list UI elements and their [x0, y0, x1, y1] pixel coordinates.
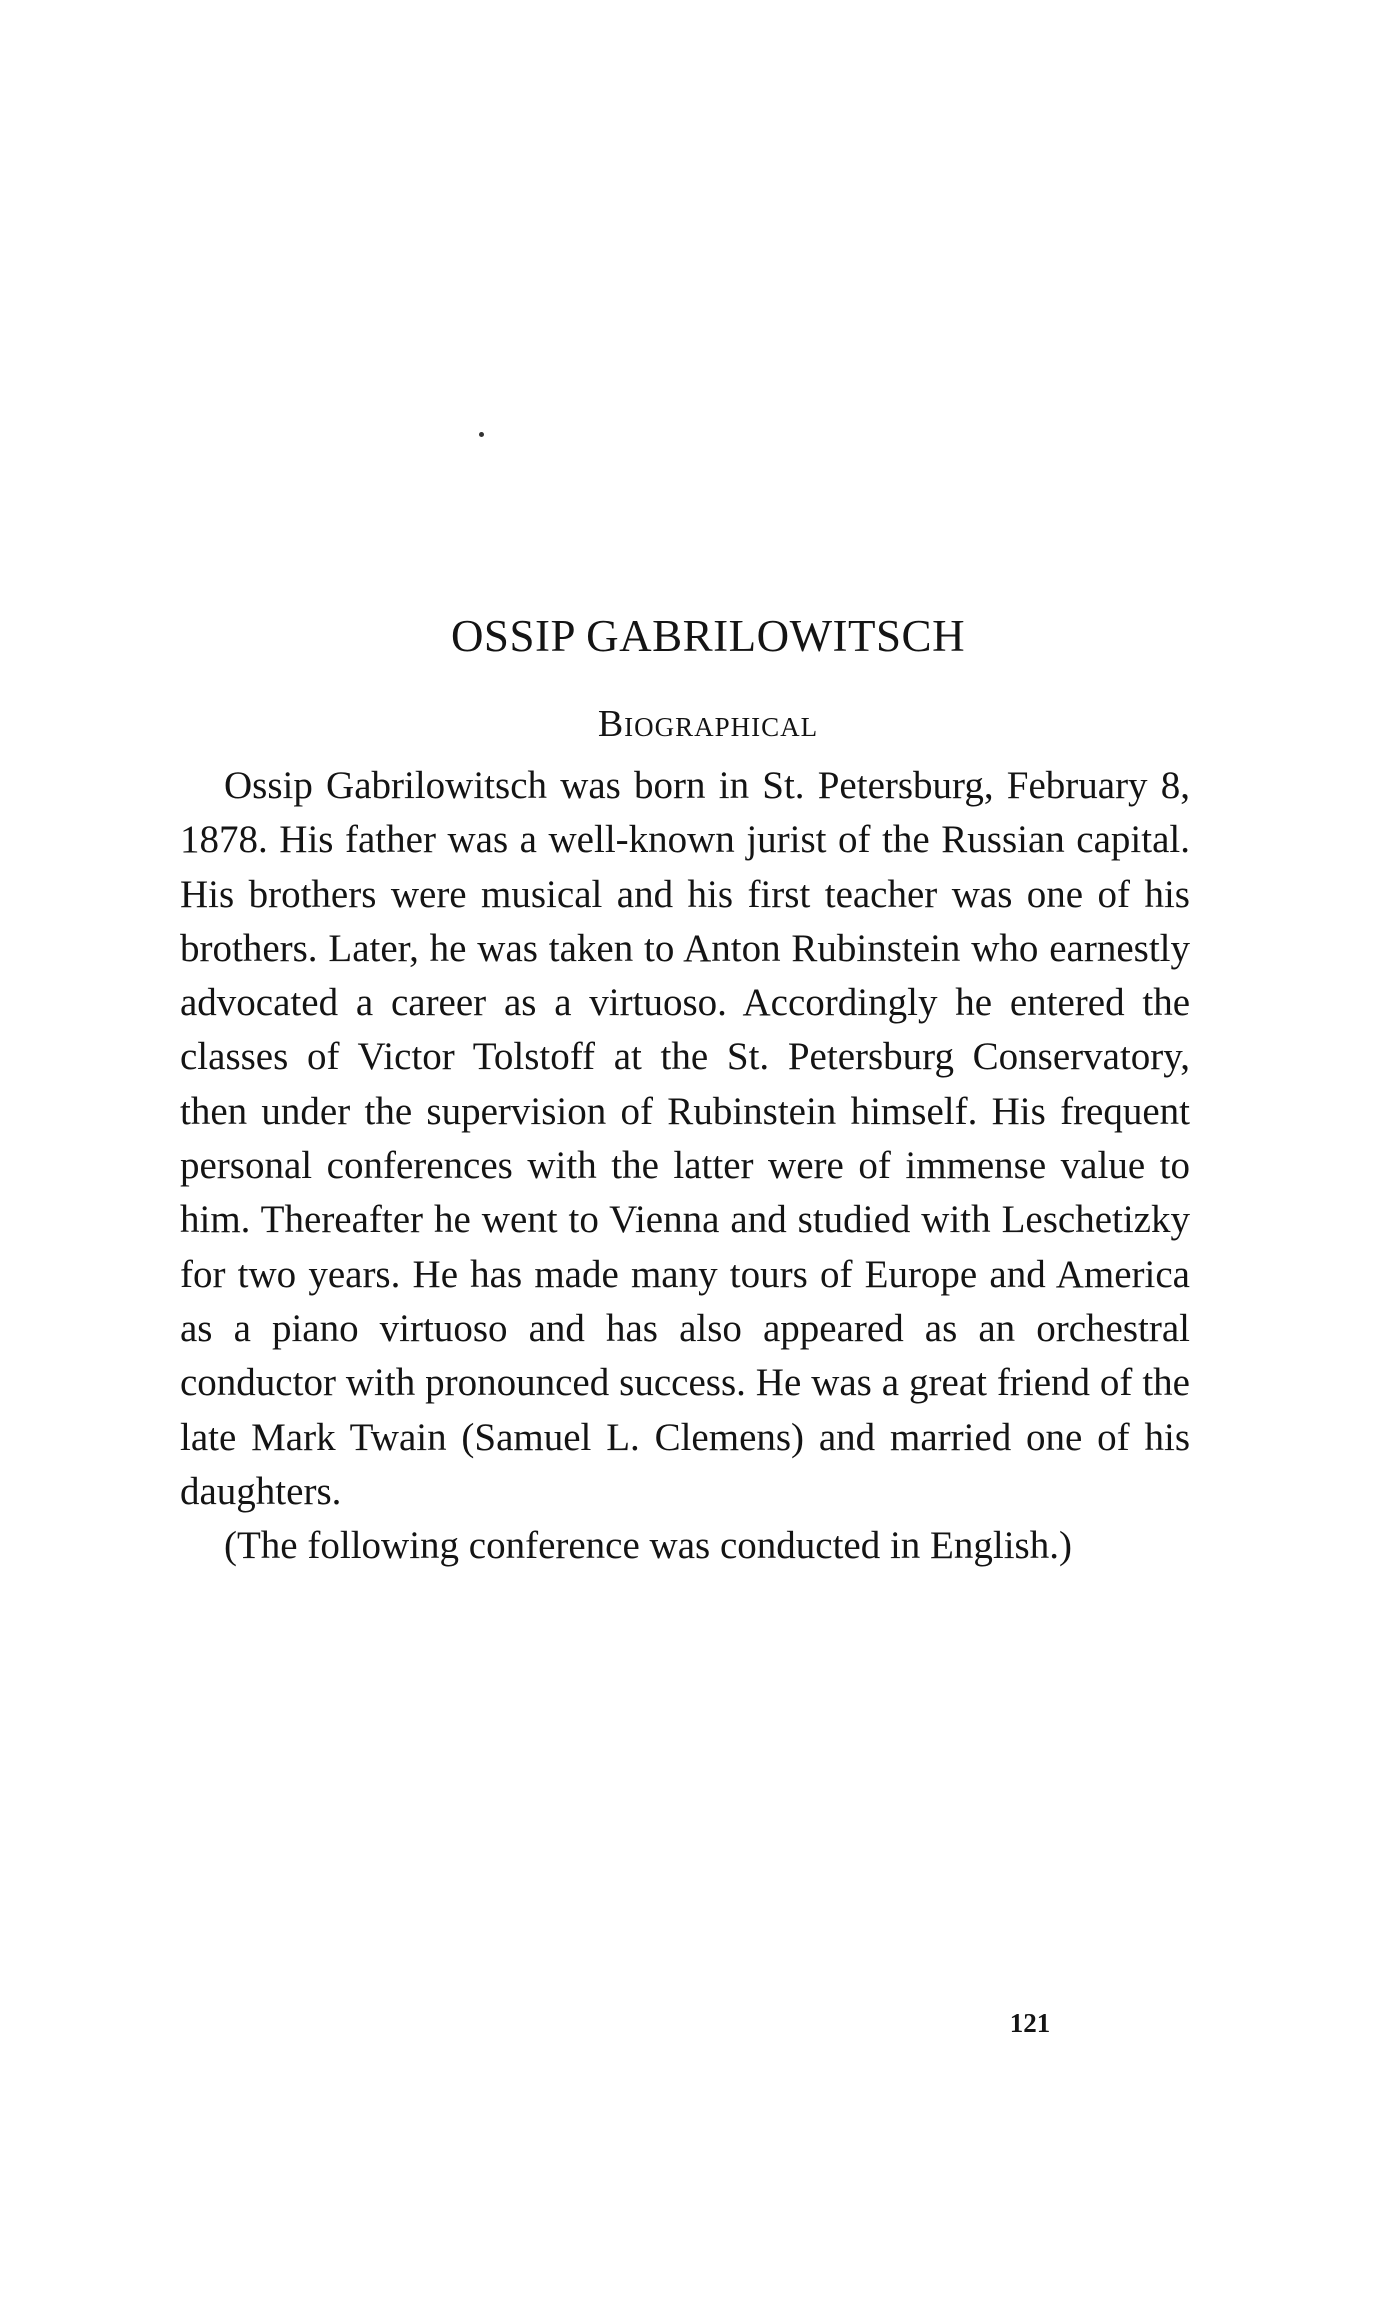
- chapter-title: OSSIP GABRILOWITSCH: [450, 611, 966, 661]
- ink-speck: [479, 432, 484, 437]
- body-text: [180, 759, 1190, 1573]
- section-subtitle: Biographical: [597, 703, 819, 745]
- page-number: 121: [1009, 2008, 1051, 2038]
- biography-paragraph: Ossip Gabrilowitsch was born in St. Petersburg, February 8, 1878. His father was a well-known jurist of the Russian capital. His brothers were musical and his first teacher was one of his brothers. Later, he was taken to Anton Rubinstein who earnestly advocated a career as a virtuoso. Accordingly he entered the classes of Victor Tolstoff at the St. Petersburg Conservatory, then under the supervision of Rubinstein himself. His frequent personal conferences with the latter were of immense value to him. Thereafter he went to Vienna and studied with Leschetizky for two years. He has made many tours of Europe and America as a piano virtuoso and has also appeared as an orchestral conductor with pronounced success. He was a great friend of the late Mark Twain (Samuel L. Clemens) and married one of his daughters.: [180, 764, 1190, 1513]
- conference-note-paragraph: (The following conference was conducted in English.): [224, 1524, 1072, 1568]
